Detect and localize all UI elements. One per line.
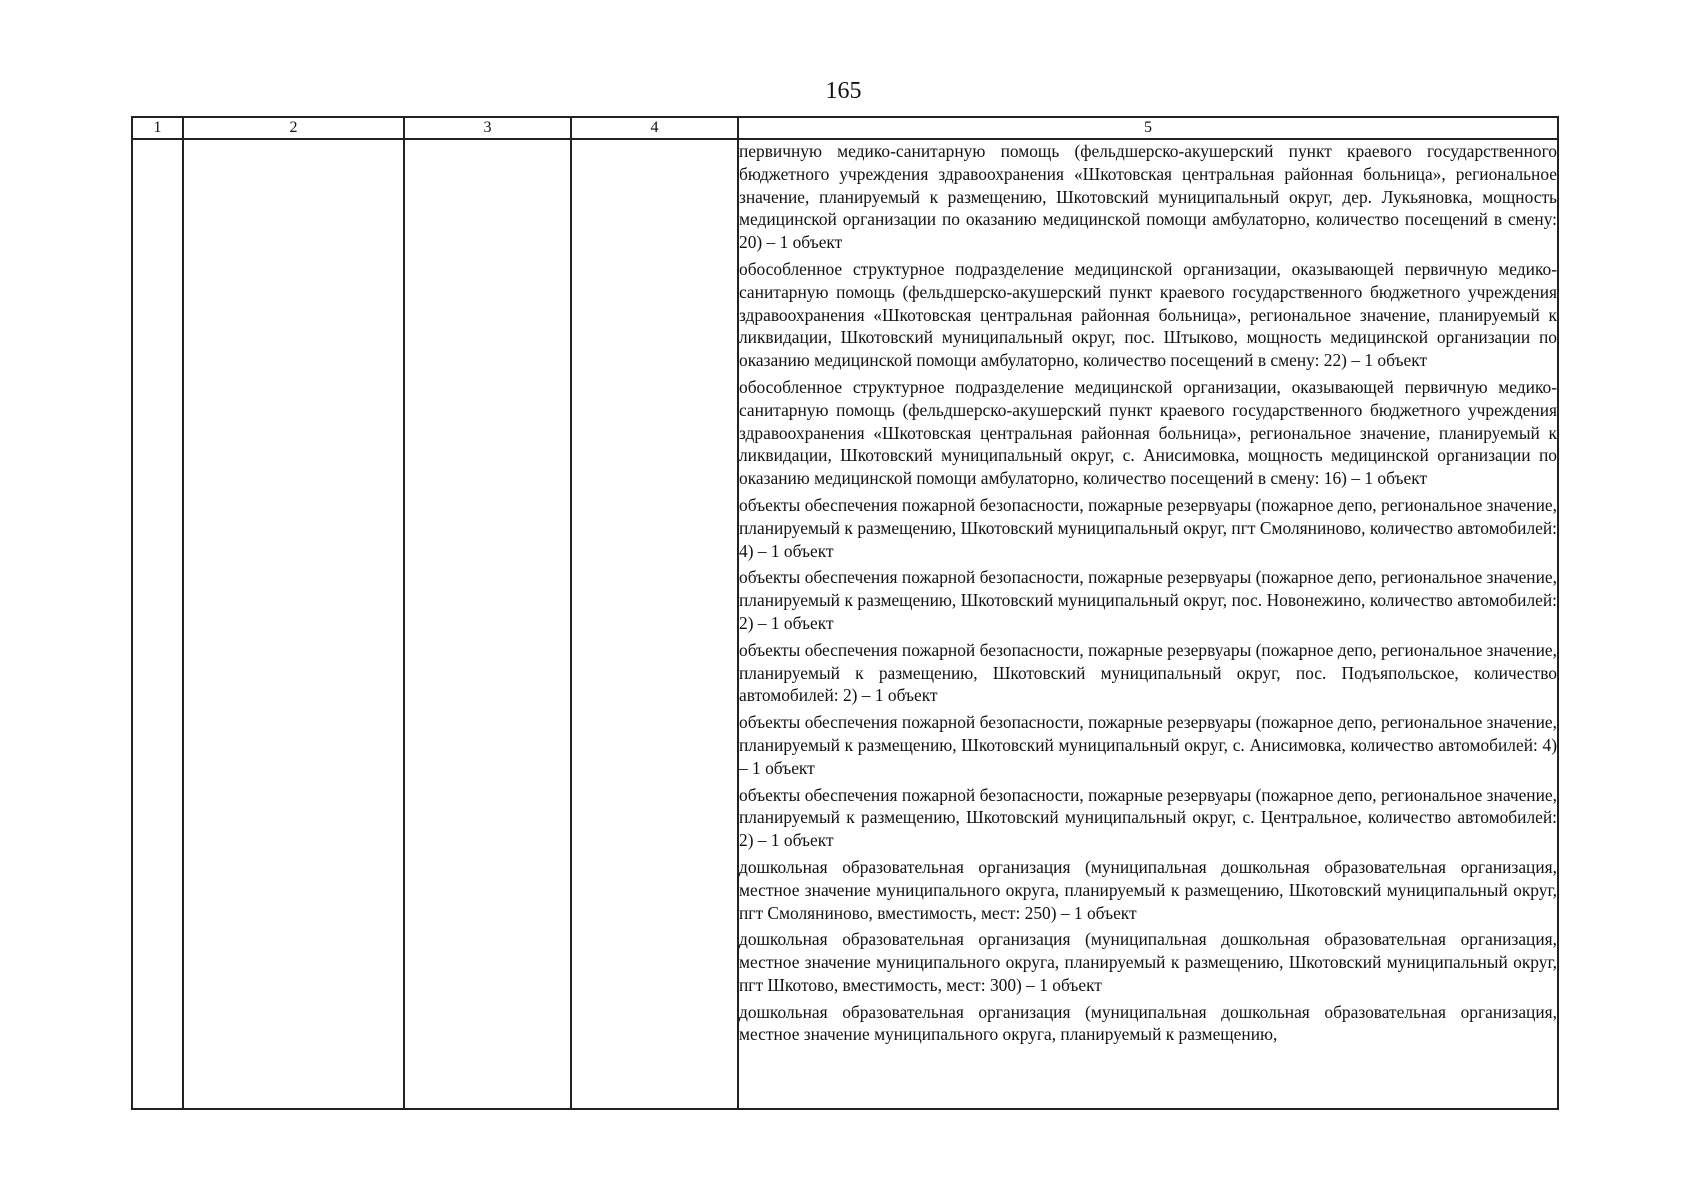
object-entry: объекты обеспечения пожарной безопасности, пожарные резервуары (пожарное депо, региональное значение, планируемый к размещению, Шкотовский муниципальный округ, с. Анисимовка, количество автомобилей: 4) – 1 объект bbox=[739, 712, 1557, 778]
column-header-5: 5 bbox=[738, 117, 1558, 139]
object-entry: объекты обеспечения пожарной безопасности, пожарные резервуары (пожарное депо, региональное значение, планируемый к размещению, Шкотовский муниципальный округ, с. Центральное, количество автомобилей: 2) – 1 объект bbox=[739, 784, 1557, 851]
table-header-row bbox=[132, 117, 1558, 139]
object-entry: объекты обеспечения пожарной безопасности, пожарные резервуары (пожарное депо, региональное значение, планируемый к размещению, Шкотовский муниципальный округ, пос. Новонежино, количество автомобилей: 2) – 1 объект bbox=[739, 567, 1557, 633]
column-2-cell bbox=[183, 139, 404, 1109]
object-entry: объекты обеспечения пожарной безопасности, пожарные резервуары (пожарное депо, региональное значение, планируемый к размещению, Шкотовский муниципальный округ, пгт Смоляниново, количество автомобилей: 4) – 1 объект bbox=[739, 494, 1557, 561]
column-4-cell bbox=[571, 139, 738, 1109]
column-header-4: 4 bbox=[571, 117, 738, 139]
object-entry: дошкольная образовательная организация (муниципальная дошкольная образовательная организация, местное значение муниципального округа, планируемый к размещению, bbox=[739, 1001, 1557, 1045]
object-entry: объекты обеспечения пожарной безопасности, пожарные резервуары (пожарное депо, региональное значение, планируемый к размещению, Шкотовский муниципальный округ, пос. Подъяпольское, количество автомобилей: 2) – 1 объект bbox=[739, 639, 1557, 706]
object-entry: обособленное структурное подразделение медицинской организации, оказывающей первичную медико-санитарную помощь (фельдшерско-акушерский пункт краевого государственного бюджетного учреждения здравоохранения «Шкотовская центральная районная больница», региональное значение, планируемый к ликвидации, Шкотовский муниципальный округ, пос. Штыково, мощность медицинской организации по оказанию медицинской помощи амбулаторно, количество посещений в смену: 22) – 1 объект bbox=[739, 258, 1557, 371]
column-1-cell bbox=[132, 139, 183, 1109]
object-entry: обособленное структурное подразделение медицинской организации, оказывающей первичную медико-санитарную помощь (фельдшерско-акушерский пункт краевого государственного бюджетного учреждения здравоохранения «Шкотовская центральная районная больница», региональное значение, планируемый к ликвидации, Шкотовский муниципальный округ, с. Анисимовка, мощность медицинской организации по оказанию медицинской помощи амбулаторно, количество посещений в смену: 16) – 1 объект bbox=[739, 376, 1557, 489]
column-5-cell bbox=[738, 139, 1558, 1109]
document-table bbox=[131, 116, 1559, 1110]
object-entry: дошкольная образовательная организация (муниципальная дошкольная образовательная организация, местное значение муниципального округа, планируемый к размещению, Шкотовский муниципальный округ, пгт Смоляниново, вместимость, мест: 250) – 1 объект bbox=[739, 856, 1557, 923]
column-3-cell bbox=[404, 139, 571, 1109]
column-header-3: 3 bbox=[404, 117, 571, 139]
object-entry: дошкольная образовательная организация (муниципальная дошкольная образовательная организация, местное значение муниципального округа, планируемый к размещению, Шкотовский муниципальный округ, пгт Шкотово, вместимость, мест: 300) – 1 объект bbox=[739, 929, 1557, 995]
column-header-2: 2 bbox=[183, 117, 404, 139]
table-row bbox=[132, 139, 1558, 1109]
column-header-1: 1 bbox=[132, 117, 183, 139]
page-number: 165 bbox=[825, 78, 862, 104]
object-entry: первичную медико-санитарную помощь (фельдшерско-акушерский пункт краевого государственного бюджетного учреждения здравоохранения «Шкотовская центральная районная больница», региональное значение, планируемый к размещению, Шкотовский муниципальный округ, дер. Лукьяновка, мощность медицинской организации по оказанию медицинской помощи амбулаторно, количество посещений в смену: 20) – 1 объект bbox=[739, 141, 1557, 253]
